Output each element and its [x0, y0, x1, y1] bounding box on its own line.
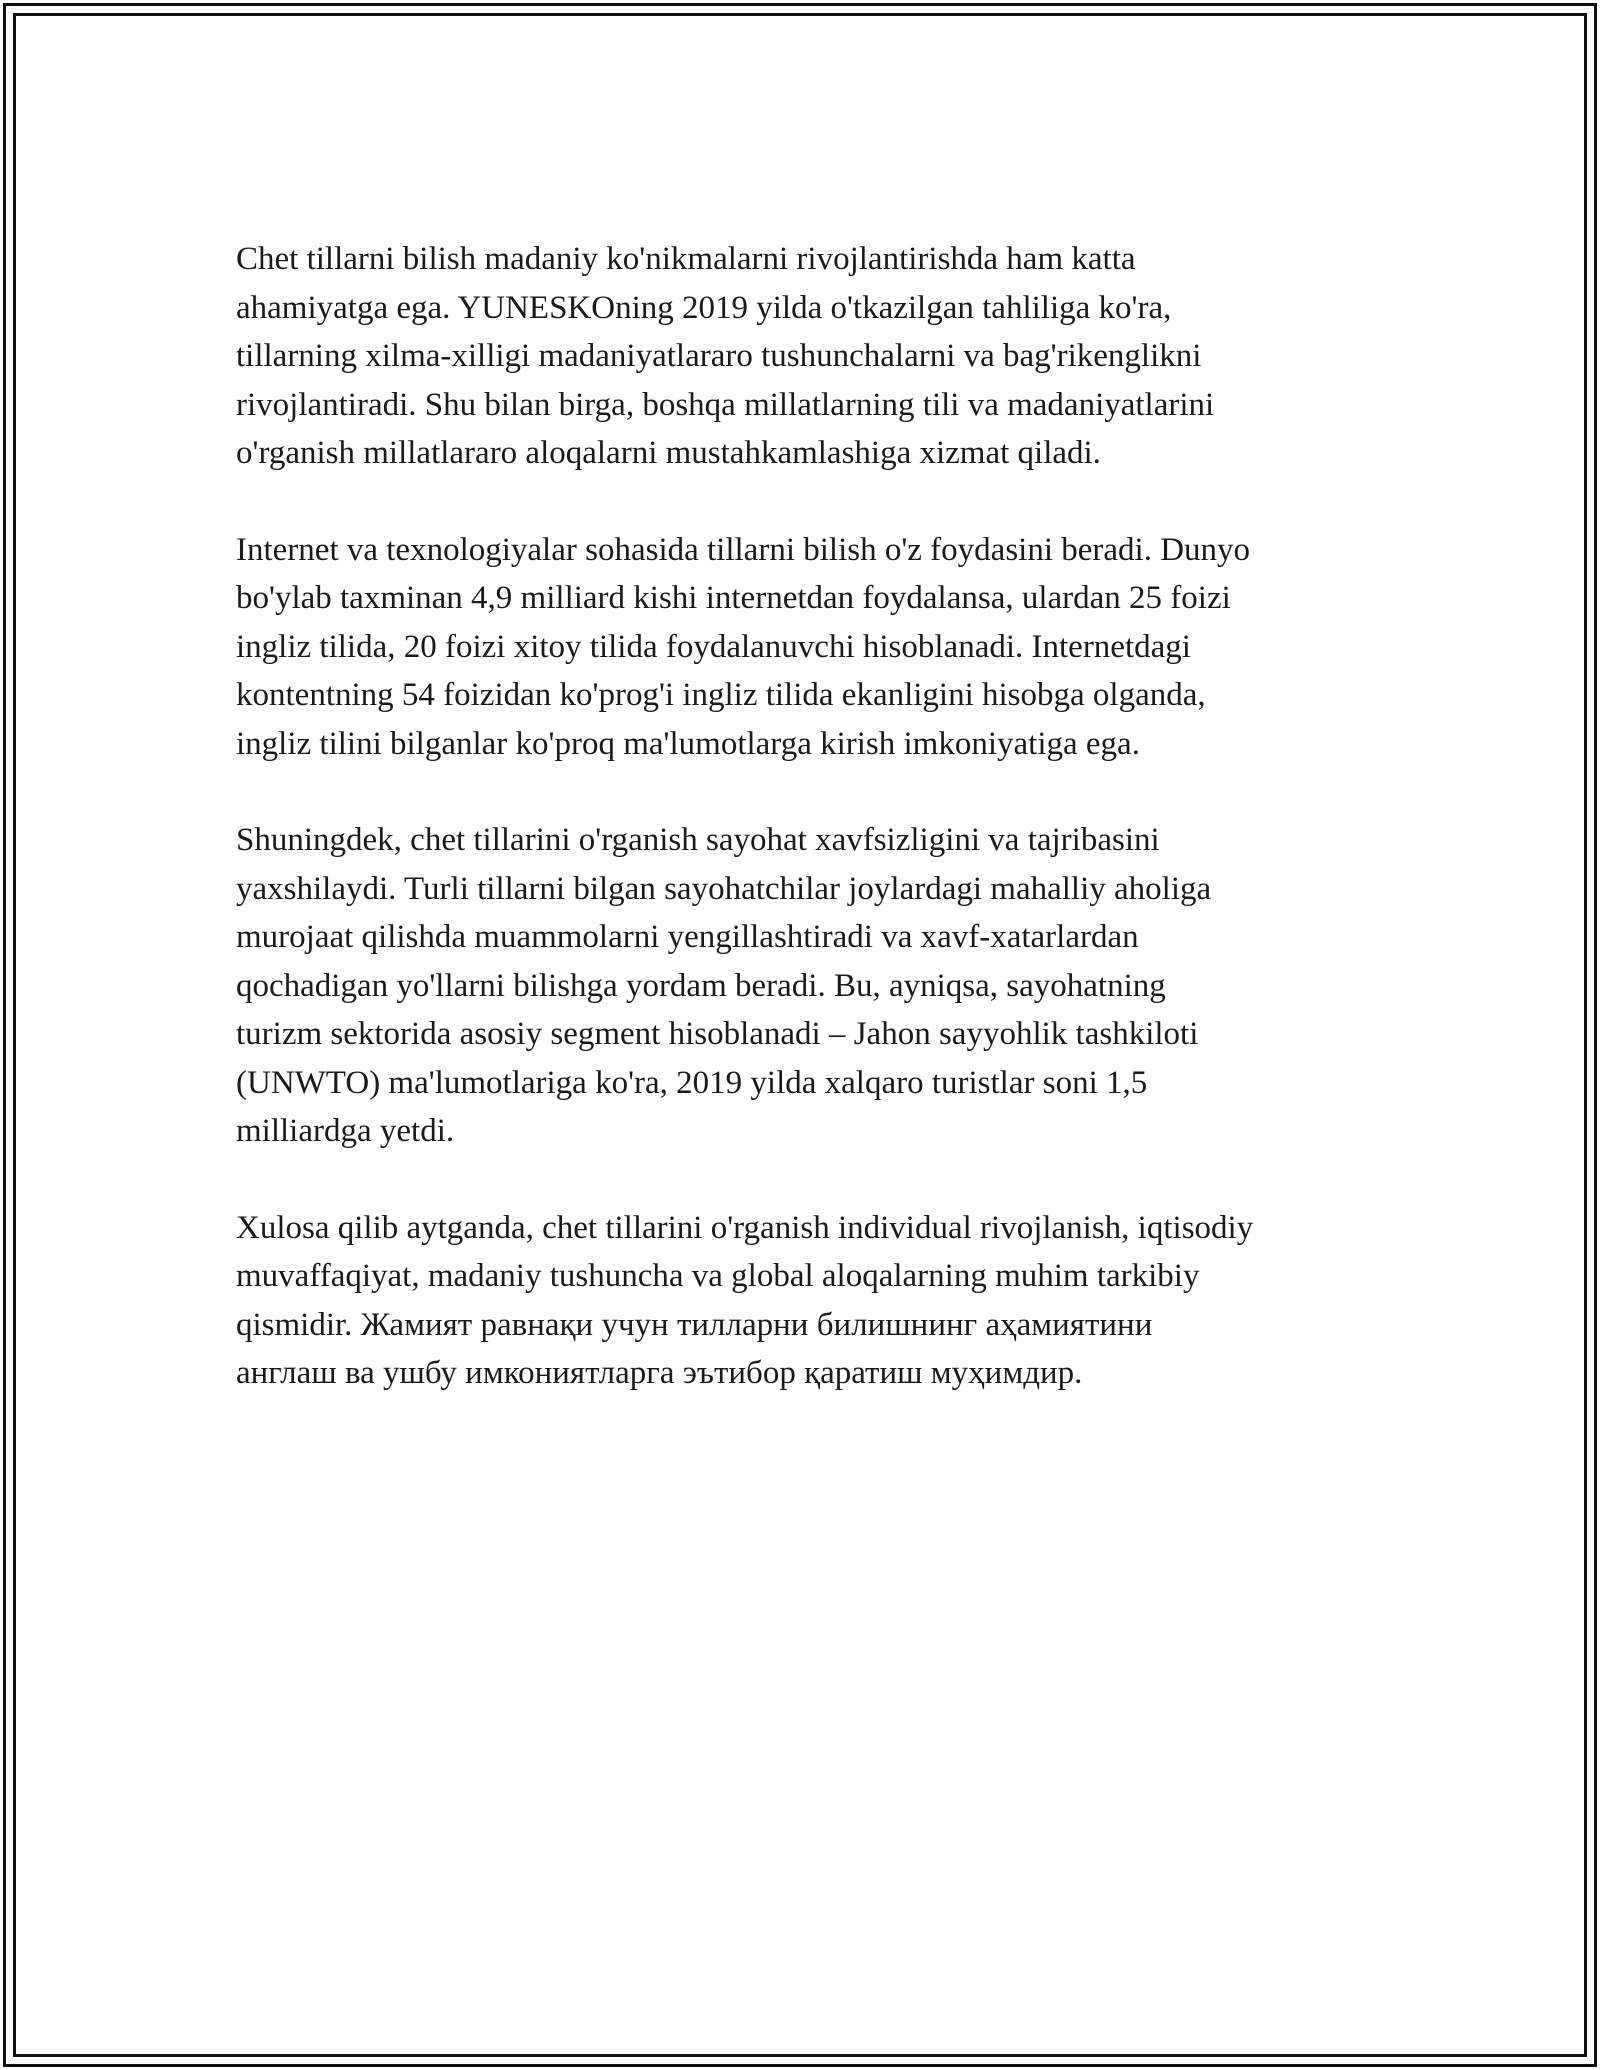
text-line: tillarning xilma-xilligi madaniyatlararo tushunchalarni va bag'rikenglikni: [236, 338, 1202, 374]
text-line: muvaffaqiyat, madaniy tushuncha va global aloqalarning muhim tarkibiy: [236, 1258, 1200, 1294]
text-line: Xulosa qilib aytganda, chet tillarini o'rganish individual rivojlanish, iqtisodiy: [236, 1209, 1254, 1246]
text-line: yaxshilaydi. Turli tillarni bilgan sayohatchilar joylardagi mahalliy aholiga: [236, 870, 1212, 907]
text-line: ingliz tilini bilganlar ko'proq ma'lumotlarga kirish imkoniyatiga ega.: [236, 725, 1140, 762]
text-line: bo'ylab taxminan 4,9 milliard kishi internetdan foydalansa, ulardan 25 foizi: [236, 580, 1231, 616]
text-line: murojaat qilishda muammolarni yengillashtiradi va xavf-xatarlardan: [236, 919, 1139, 955]
text-line: (UNWTO) ma'lumotlariga ko'ra, 2019 yilda xalqaro turistlar soni 1,5: [236, 1064, 1148, 1101]
paragraph-internet-technology: [236, 526, 1386, 769]
text-line: англаш ва ушбу имкониятларга эътибор қаратиш муҳимдир.: [236, 1355, 1083, 1391]
text-line: Shuningdek, chet tillarini o'rganish sayohat xavfsizligini va tajribasini: [236, 822, 1160, 858]
document-body: [236, 235, 1386, 1446]
text-line: qismidir. Жамият равнақи учун тилларни билишнинг аҳамиятини: [236, 1306, 1153, 1343]
text-line: ahamiyatga ega. YUNESKOning 2019 yilda o'tkazilgan tahliliga ko'ra,: [236, 289, 1172, 326]
text-line: ingliz tilida, 20 foizi xitoy tilida foydalanuvchi hisoblanadi. Internetdagi: [236, 628, 1191, 665]
paragraph-conclusion: [236, 1204, 1386, 1398]
text-line: o'rganish millatlararo aloqalarni mustahkamlashiga xizmat qiladi.: [236, 435, 1101, 471]
text-line: milliardga yetdi.: [236, 1113, 455, 1149]
text-line: Internet va texnologiyalar sohasida tillarni bilish o'z foydasini beradi. Dunyo: [236, 531, 1251, 568]
paragraph-cultural-skills: [236, 235, 1386, 478]
text-line: turizm sektorida asosiy segment hisoblanadi – Jahon sayyohlik tashkiloti: [236, 1016, 1199, 1052]
text-line: rivojlantiradi. Shu bilan birga, boshqa millatlarning tili va madaniyatlarini: [236, 386, 1215, 423]
paragraph-travel-safety: [236, 816, 1386, 1156]
text-line: qochadigan yo'llarni bilishga yordam beradi. Bu, ayniqsa, sayohatning: [236, 967, 1166, 1004]
text-line: kontentning 54 foizidan ko'prog'i ingliz tilida ekanligini hisobga olganda,: [236, 677, 1206, 713]
text-line: Chet tillarni bilish madaniy ko'nikmalarni rivojlantirishda ham katta: [236, 241, 1136, 277]
